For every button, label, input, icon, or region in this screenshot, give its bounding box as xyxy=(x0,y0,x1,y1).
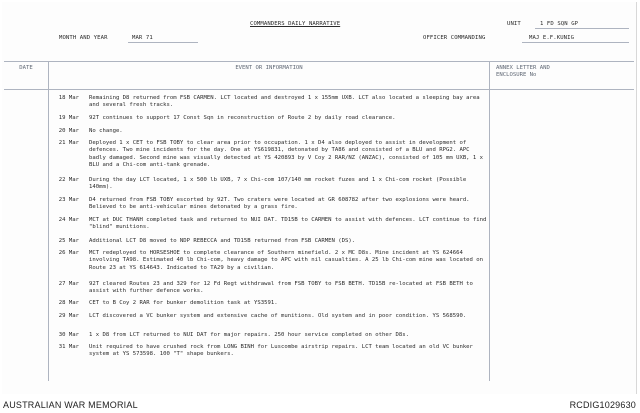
entry-text: Deployed 1 x CET to FSB TOBY to clear area prior to occupation. 1 x D4 also deployed to assist in development of defences. Two mine incidents for the day. One at YS619831, detonated by TA86 and consisted of a BLU and RPG2. APC badly damaged. Second mine was visually detected at YS 420893 by V Coy 2 RAR/NZ (ANZAC), consisted of 105 mm UXB, 1 x BLU and a Chi-com anti-tank grenade. xyxy=(89,140,484,169)
event-column-header: EVENT OR INFORMATION xyxy=(235,65,303,71)
entry-date: 26 Mar xyxy=(58,250,79,256)
table-header-border xyxy=(4,89,634,90)
unit-underline xyxy=(535,28,629,29)
entry-date: 18 Mar xyxy=(58,95,79,101)
entry-text: MCT redeployed to HORSESHOE to complete clearance of Southern minefield. 2 x MC D8s. Mine incident at YS 624664 involving TA98. Estimated 40 lb Chi-com, heavy damage to APC with nil casualties. A 25 lb Chi-com mine was located on Route 23 at YS 614643. Indicated to TA29 by a civilian. xyxy=(89,250,484,271)
entry-date: 21 Mar xyxy=(58,140,79,146)
entry-date: 29 Mar xyxy=(58,313,79,319)
entry-text: LCT discovered a VC bunker system and extensive cache of munitions. Old system and in poor condition. YS 568590. xyxy=(89,313,467,319)
entry-text: Unit required to have crushed rock from LONG BINH for Luscombe airstrip repairs. LCT team located an old VC bunker system at YS 573598. 100 "T" shape bunkers. xyxy=(89,344,473,358)
month-year-label: MONTH AND YEAR xyxy=(59,35,108,41)
archive-credit: AUSTRALIAN WAR MEMORIAL xyxy=(3,400,138,410)
entry-text: MCT at DUC THANH completed task and returned to NUI DAT. TD15B to CARMEN to assist with defences. LCT continue to find "blind" munitions. xyxy=(89,217,487,231)
date-column-header: DATE xyxy=(19,65,33,71)
entry-date: 28 Mar xyxy=(58,300,79,306)
entry-date: 25 Mar xyxy=(58,238,79,244)
officer-value: MAJ E.F.KUNIG xyxy=(529,35,575,41)
entry-text: No change. xyxy=(89,128,123,134)
month-year-value: MAR 71 xyxy=(132,35,153,41)
unit-label: UNIT xyxy=(507,21,521,27)
entry-text: Additional LCT D8 moved to NDP REBECCA and TD15B returned from FSB CARMEN (DS). xyxy=(89,238,356,244)
entry-text: 1 x D8 from LCT returned to NUI DAT for major repairs. 250 hour service completed on other D8s. xyxy=(89,332,409,338)
officer-underline xyxy=(522,42,629,43)
entry-text: During the day LCT located, 1 x 500 lb UXB, 7 x Chi-com 107/140 mm rocket fuzes and 1 x Chi-com rocket (Possible 140mm). xyxy=(89,177,467,191)
annex-column-divider xyxy=(489,61,490,381)
entry-date: 24 Mar xyxy=(58,217,79,223)
entry-text: Remaining D8 returned from FSB CARMEN. LCT located and destroyed 1 x 155mm UXB. LCT also located a sleeping bay area and several fresh tracks. xyxy=(89,95,480,109)
officer-label: OFFICER COMMANDING xyxy=(423,35,486,41)
entry-date: 20 Mar xyxy=(58,128,79,134)
month-year-underline xyxy=(128,42,198,43)
diary-sheet xyxy=(2,2,637,394)
entry-date: 19 Mar xyxy=(58,115,79,121)
entry-date: 30 Mar xyxy=(58,332,79,338)
entry-text: D4 returned from FSB TOBY escorted by 92T. Two craters were located at GR 608782 after two explosions were heard. Believed to be anti-vehicular mines detonated by a grass fire. xyxy=(89,197,470,211)
entry-text: CET to B Coy 2 RAR for bunker demolition task at YS3591. xyxy=(89,300,278,306)
entry-date: 23 Mar xyxy=(58,197,79,203)
entry-text: 92T continues to support 17 Const Sqn in reconstruction of Route 2 by daily road clearance. xyxy=(89,115,396,121)
table-top-border xyxy=(4,61,634,62)
entry-text: 92T cleared Routes 23 and 329 for 12 Fd Regt withdrawal from FSB TOBY to FSB BETH. TD15B re-located at FSB BETH to assist with further defence works. xyxy=(89,281,473,295)
annex-column-header: ANNEX LETTER AND ENCLOSURE No xyxy=(496,65,550,78)
unit-value: 1 FD SQN GP xyxy=(540,21,579,27)
narrative-title: COMMANDERS DAILY NARRATIVE xyxy=(250,21,341,27)
record-id: RCDIG1029630 xyxy=(569,400,636,410)
entry-date: 31 Mar xyxy=(58,344,79,350)
entry-date: 22 Mar xyxy=(58,177,79,183)
entry-date: 27 Mar xyxy=(58,281,79,287)
